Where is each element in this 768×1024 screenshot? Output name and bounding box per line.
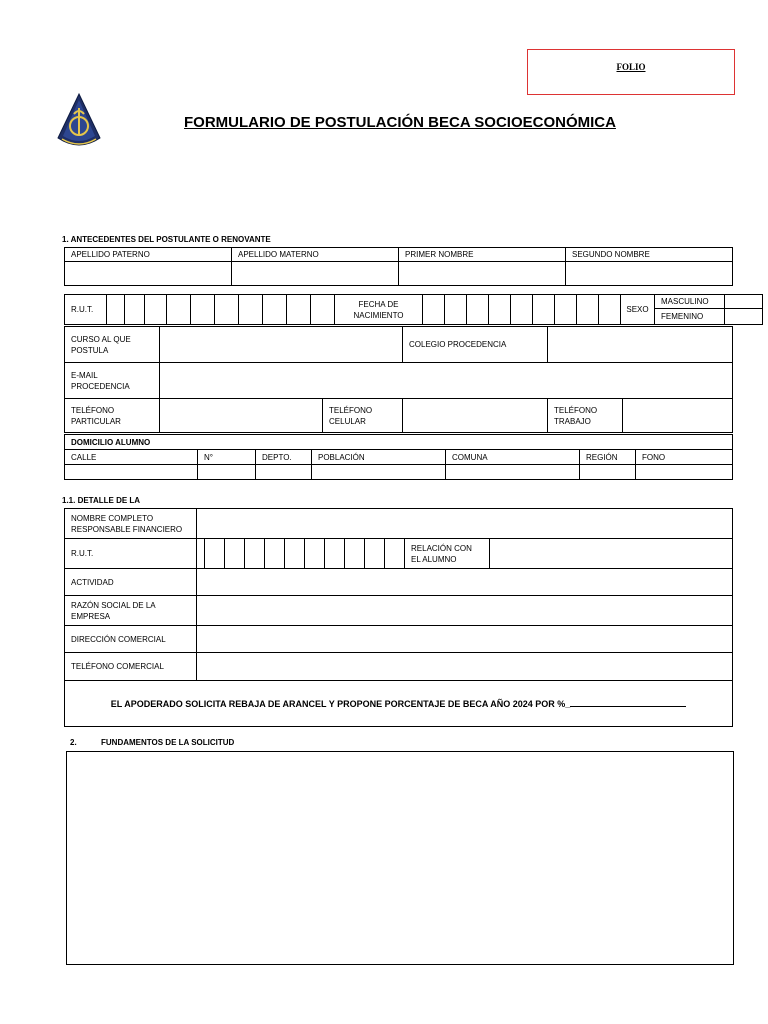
primer-nombre-field[interactable] (399, 262, 566, 286)
header-apellido-materno: APELLIDO MATERNO (232, 248, 399, 262)
birth-date-digit-box[interactable] (533, 295, 555, 325)
page-title: FORMULARIO DE POSTULACIÓN BECA SOCIOECONÓMICA (184, 114, 616, 131)
poblacion-field[interactable] (312, 465, 446, 480)
section1-heading: 1. ANTECEDENTES DEL POSTULANTE O RENOVANTE (62, 235, 271, 244)
rut-birth-table (64, 294, 763, 325)
rut-digit-box[interactable] (263, 295, 287, 325)
course-label: CURSO AL QUE POSTULA (65, 327, 160, 363)
rut-digit-box[interactable] (107, 295, 125, 325)
relation-label: RELACIÓN CON EL ALUMNO (405, 539, 490, 569)
sex-female-label: FEMENINO (655, 309, 725, 325)
fono-field[interactable] (636, 465, 733, 480)
segundo-nombre-field[interactable] (566, 262, 733, 286)
phone-mobile-label: TELÉFONO CELULAR (323, 399, 403, 433)
address-col-poblacion: POBLACIÓN (312, 450, 446, 465)
birth-date-digit-box[interactable] (445, 295, 467, 325)
rut-digit-box[interactable] (191, 295, 215, 325)
activity-label: ACTIVIDAD (65, 569, 197, 596)
rut-digit-box[interactable] (239, 295, 263, 325)
company-label: RAZÓN SOCIAL DE LA EMPRESA (65, 596, 197, 626)
address-col-depto: DEPTO. (256, 450, 312, 465)
commercial-phone-label: TELÉFONO COMERCIAL (65, 653, 197, 681)
address-col-region: REGIÓN (580, 450, 636, 465)
responsible-rut-box[interactable] (265, 539, 285, 569)
responsible-rut-box[interactable] (205, 539, 225, 569)
sex-female-box[interactable] (725, 309, 763, 325)
commercial-phone-field[interactable] (197, 653, 733, 681)
rut-digit-box[interactable] (145, 295, 167, 325)
responsible-rut-box[interactable] (245, 539, 265, 569)
phone-home-label: TELÉFONO PARTICULAR (65, 399, 160, 433)
birth-date-digit-box[interactable] (489, 295, 511, 325)
responsible-rut-label: R.U.T. (65, 539, 197, 569)
email-field[interactable] (160, 363, 733, 399)
apellido-materno-field[interactable] (232, 262, 399, 286)
sex-male-box[interactable] (725, 295, 763, 309)
phone-work-field[interactable] (623, 399, 733, 433)
birth-date-digit-box[interactable] (467, 295, 489, 325)
address-col-calle: CALLE (65, 450, 198, 465)
phone-home-field[interactable] (160, 399, 323, 433)
comuna-field[interactable] (446, 465, 580, 480)
address-col-numero: N° (198, 450, 256, 465)
financial-table (64, 508, 733, 727)
sex-label: SEXO (621, 295, 655, 325)
address-table (64, 434, 733, 480)
section11-heading: 1.1. DETALLE DE LA (62, 496, 141, 505)
responsible-field[interactable] (197, 509, 733, 539)
commercial-address-field[interactable] (197, 626, 733, 653)
percentage-line[interactable] (570, 698, 686, 707)
contact-table (64, 326, 733, 433)
responsible-rut-box[interactable] (385, 539, 405, 569)
calle-field[interactable] (65, 465, 198, 480)
school-logo (56, 92, 102, 152)
responsible-rut-box[interactable] (365, 539, 385, 569)
header-apellido-paterno: APELLIDO PATERNO (65, 248, 232, 262)
commercial-address-label: DIRECCIÓN COMERCIAL (65, 626, 197, 653)
course-field[interactable] (160, 327, 403, 363)
school-label: COLEGIO PROCEDENCIA (403, 327, 548, 363)
sex-male-label: MASCULINO (655, 295, 725, 309)
folio-box[interactable] (527, 49, 735, 95)
scholarship-request-text: EL APODERADO SOLICITA REBAJA DE ARANCEL Y PROPONE PORCENTAJE DE BECA AÑO 2024 POR %_ (110, 698, 571, 709)
apellido-paterno-field[interactable] (65, 262, 232, 286)
address-heading: DOMICILIO ALUMNO (65, 435, 733, 450)
depto-field[interactable] (256, 465, 312, 480)
birth-date-digit-box[interactable] (577, 295, 599, 325)
address-col-comuna: COMUNA (446, 450, 580, 465)
numero-field[interactable] (198, 465, 256, 480)
folio-label: FOLIO (616, 62, 646, 72)
birth-date-digit-box[interactable] (511, 295, 533, 325)
phone-mobile-field[interactable] (403, 399, 548, 433)
rut-digit-box[interactable] (125, 295, 145, 325)
relation-field[interactable] (490, 539, 733, 569)
crest-icon (56, 92, 102, 152)
section2-heading: FUNDAMENTOS DE LA SOLICITUD (101, 738, 235, 747)
responsible-rut-box[interactable] (285, 539, 305, 569)
school-field[interactable] (548, 327, 733, 363)
responsible-rut-box[interactable] (325, 539, 345, 569)
responsible-rut-box[interactable] (305, 539, 325, 569)
header-segundo-nombre: SEGUNDO NOMBRE (566, 248, 733, 262)
names-table (64, 247, 733, 286)
phone-work-label: TELÉFONO TRABAJO (548, 399, 623, 433)
birth-date-digit-box[interactable] (555, 295, 577, 325)
section2-number: 2. (70, 738, 77, 747)
email-label: E-MAIL PROCEDENCIA (65, 363, 160, 399)
scholarship-request-cell (65, 681, 733, 727)
birth-date-digit-box[interactable] (423, 295, 445, 325)
birth-date-digit-box[interactable] (599, 295, 621, 325)
fundamentos-textarea[interactable] (66, 751, 734, 965)
header-primer-nombre: PRIMER NOMBRE (399, 248, 566, 262)
rut-digit-box[interactable] (215, 295, 239, 325)
rut-label: R.U.T. (65, 295, 107, 325)
rut-digit-box[interactable] (311, 295, 335, 325)
responsible-rut-box[interactable] (225, 539, 245, 569)
region-field[interactable] (580, 465, 636, 480)
birth-date-label: FECHA DE NACIMIENTO (335, 295, 423, 325)
activity-field[interactable] (197, 569, 733, 596)
rut-digit-box[interactable] (287, 295, 311, 325)
responsible-label: NOMBRE COMPLETO RESPONSABLE FINANCIERO (65, 509, 197, 539)
address-col-fono: FONO (636, 450, 733, 465)
responsible-rut-box[interactable] (345, 539, 365, 569)
company-field[interactable] (197, 596, 733, 626)
rut-digit-box[interactable] (167, 295, 191, 325)
